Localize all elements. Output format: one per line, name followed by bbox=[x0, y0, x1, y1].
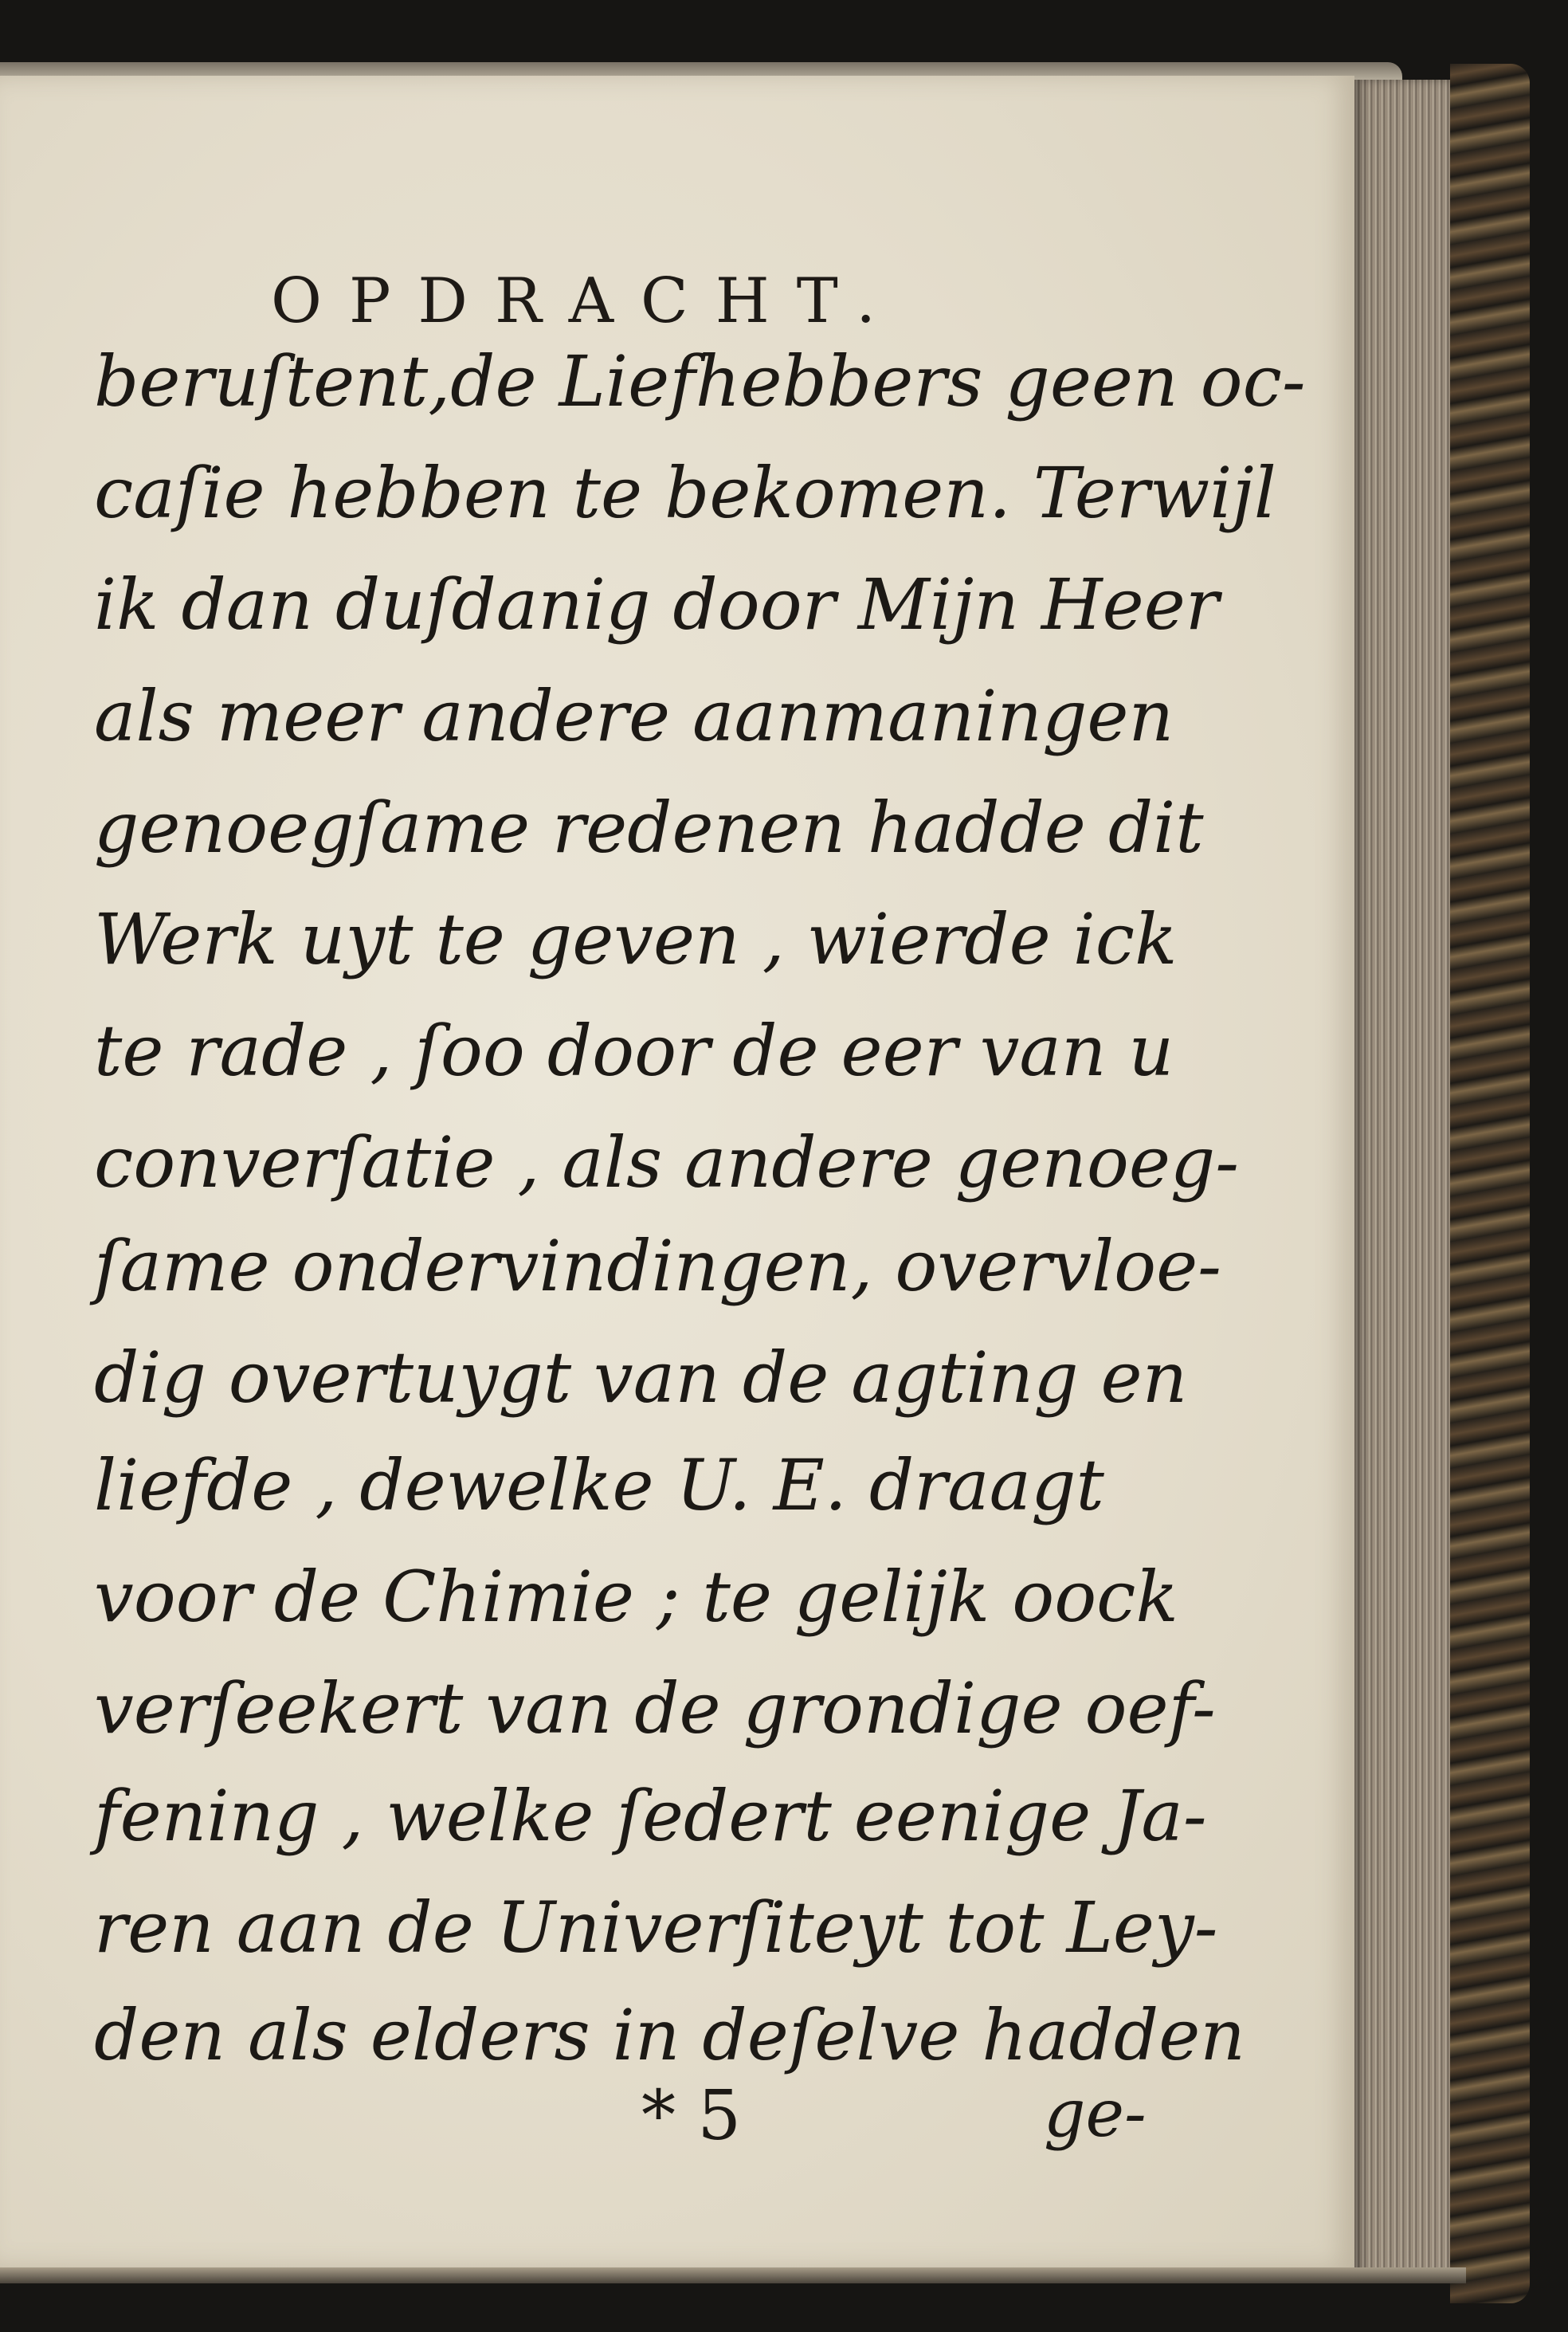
signature-mark: * 5 bbox=[641, 2076, 742, 2156]
text-line: Werk uyt te geven , wierde ick bbox=[94, 898, 1178, 980]
text-line: genoegſame redenen hadde dit bbox=[94, 787, 1204, 869]
text-line: dig overtuygt van de agting en bbox=[94, 1337, 1188, 1419]
text-line: den als elders in deſelve hadden bbox=[94, 1994, 1245, 2076]
catchword: ge- bbox=[1044, 2076, 1147, 2152]
page-stack-fore-edge bbox=[1354, 80, 1450, 2279]
book-page bbox=[0, 76, 1354, 2267]
text-line: beruſtent,de Liefhebbers geen oc- bbox=[94, 340, 1306, 422]
text-line: als meer andere aanmaningen bbox=[94, 675, 1174, 757]
text-line: ſame ondervindingen, overvloe- bbox=[94, 1225, 1221, 1307]
text-line: liefde , dewelke U. E. draagt bbox=[94, 1444, 1104, 1526]
text-line: caſie hebben te bekomen. Terwijl bbox=[94, 452, 1276, 534]
text-line: fening , welke ſedert eenige Ja- bbox=[94, 1775, 1207, 1857]
text-line: ren aan de Univerſiteyt tot Ley- bbox=[94, 1886, 1218, 1969]
page-bottom-edge bbox=[0, 2267, 1466, 2283]
text-line: verſeekert van de grondige oef- bbox=[94, 1667, 1216, 1749]
book-cover-edge bbox=[1450, 64, 1530, 2303]
text-line: te rade , ſoo door de eer van u bbox=[94, 1010, 1174, 1092]
text-line: voor de Chimie ; te gelijk oock bbox=[94, 1556, 1178, 1638]
running-head: OPDRACHT. bbox=[271, 265, 904, 337]
text-line: converſatie , als andere genoeg- bbox=[94, 1121, 1239, 1203]
text-line: ik dan duſdanig door Mijn Heer bbox=[94, 563, 1219, 646]
